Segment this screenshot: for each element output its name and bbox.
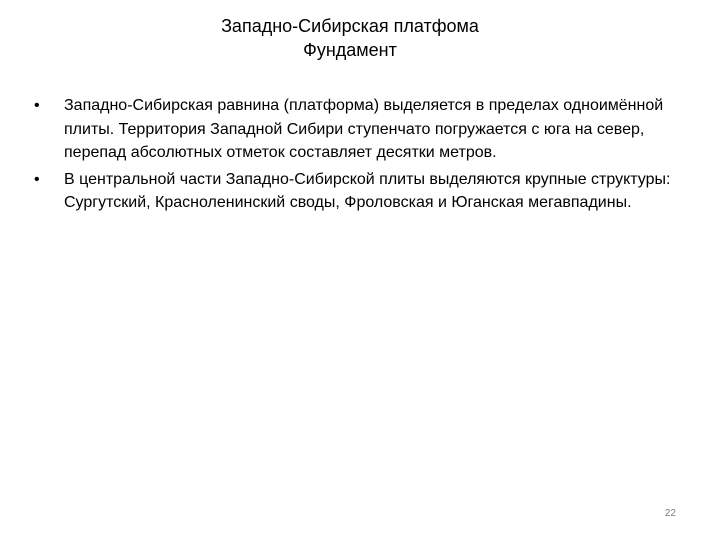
list-item	[34, 168, 684, 215]
bullet-icon: •	[34, 97, 40, 114]
bullet-text: Западно-Сибирская равнина (платформа) выделяется в пределах одноимённой плиты. Территория Западной Сибири ступенчато погружается с юга на север, перепад абсолютных отметок составляет десятки метров.	[64, 97, 664, 161]
list-item	[34, 94, 684, 165]
bullet-text: В центральной части Западно-Сибирской плиты выделяются крупные структуры: Сургутский, Красноленинский своды, Фроловская и Юганская мегавпадины.	[64, 170, 671, 211]
slide-title-line-1: Западно-Сибирская платфома	[221, 16, 479, 36]
page-number: 22	[664, 508, 676, 519]
bullet-list	[34, 94, 684, 218]
bullet-icon: •	[34, 170, 40, 188]
slide-title-line-2: Фундамент	[303, 40, 397, 60]
slide-title	[0, 14, 700, 62]
